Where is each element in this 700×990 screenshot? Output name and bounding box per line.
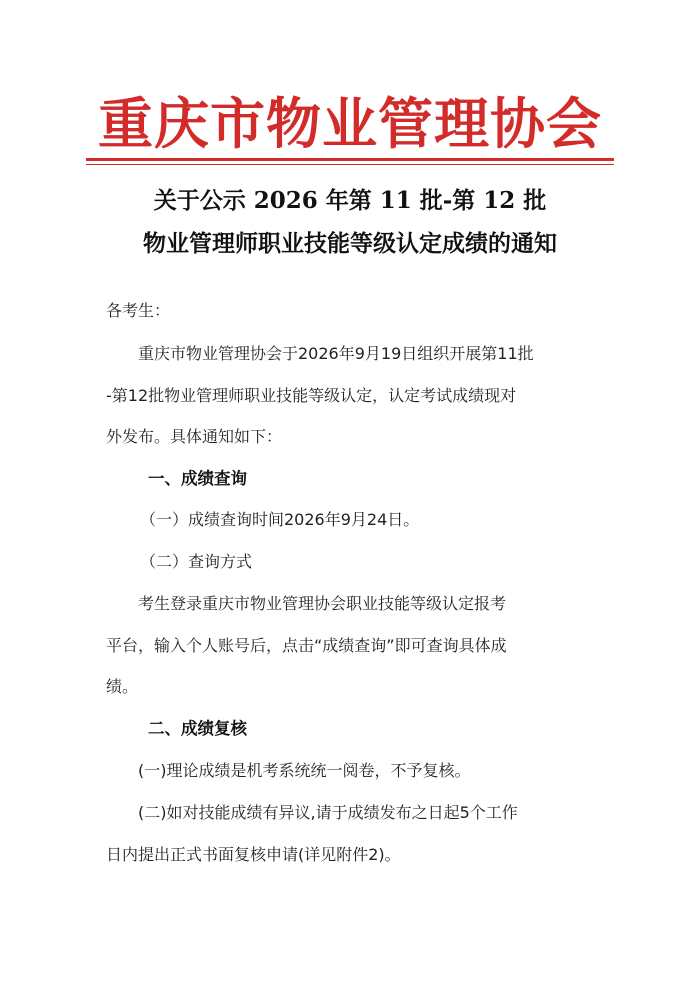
notice-title-line-2: 物业管理师职业技能等级认定成绩的通知 [143,230,557,257]
section-1-detail-line: 平台，输入个人账号后，点击“成绩查询”即可查询具体成 [106,636,507,655]
intro-line: -第12批物业管理师职业技能等级认定，认定考试成绩现对 [106,386,517,405]
section-2-item-2-line: 日内提出正式书面复核申请(详见附件2)。 [106,845,401,864]
section-2-item-1: (一)理论成绩是机考系统统一阅卷，不予复核。 [106,761,471,780]
salutation: 各考生： [106,301,171,320]
intro-line: 外发布。具体通知如下： [106,427,283,446]
section-1-item-1: （一）成绩查询时间2026年9月24日。 [140,510,420,529]
section-1-heading: 一、成绩查询 [148,469,247,488]
notice-title-line-1: 关于公示 2026 年第 11 批-第 12 批 [153,187,547,214]
section-1-item-2: （二）查询方式 [140,552,253,571]
section-2-heading: 二、成绩复核 [148,719,247,738]
masthead-org-name: 重庆市物业管理协会 [97,91,602,156]
masthead-rule-thick [86,158,614,161]
section-1-detail-line: 绩。 [106,677,139,696]
masthead-rule-thin [86,164,614,165]
intro-line: 重庆市物业管理协会于2026年9月19日组织开展第11批 [106,344,534,363]
section-1-detail-line: 考生登录重庆市物业管理协会职业技能等级认定报考 [106,594,507,613]
section-2-item-2-line: (二)如对技能成绩有异议,请于成绩发布之日起5个工作 [106,803,518,822]
